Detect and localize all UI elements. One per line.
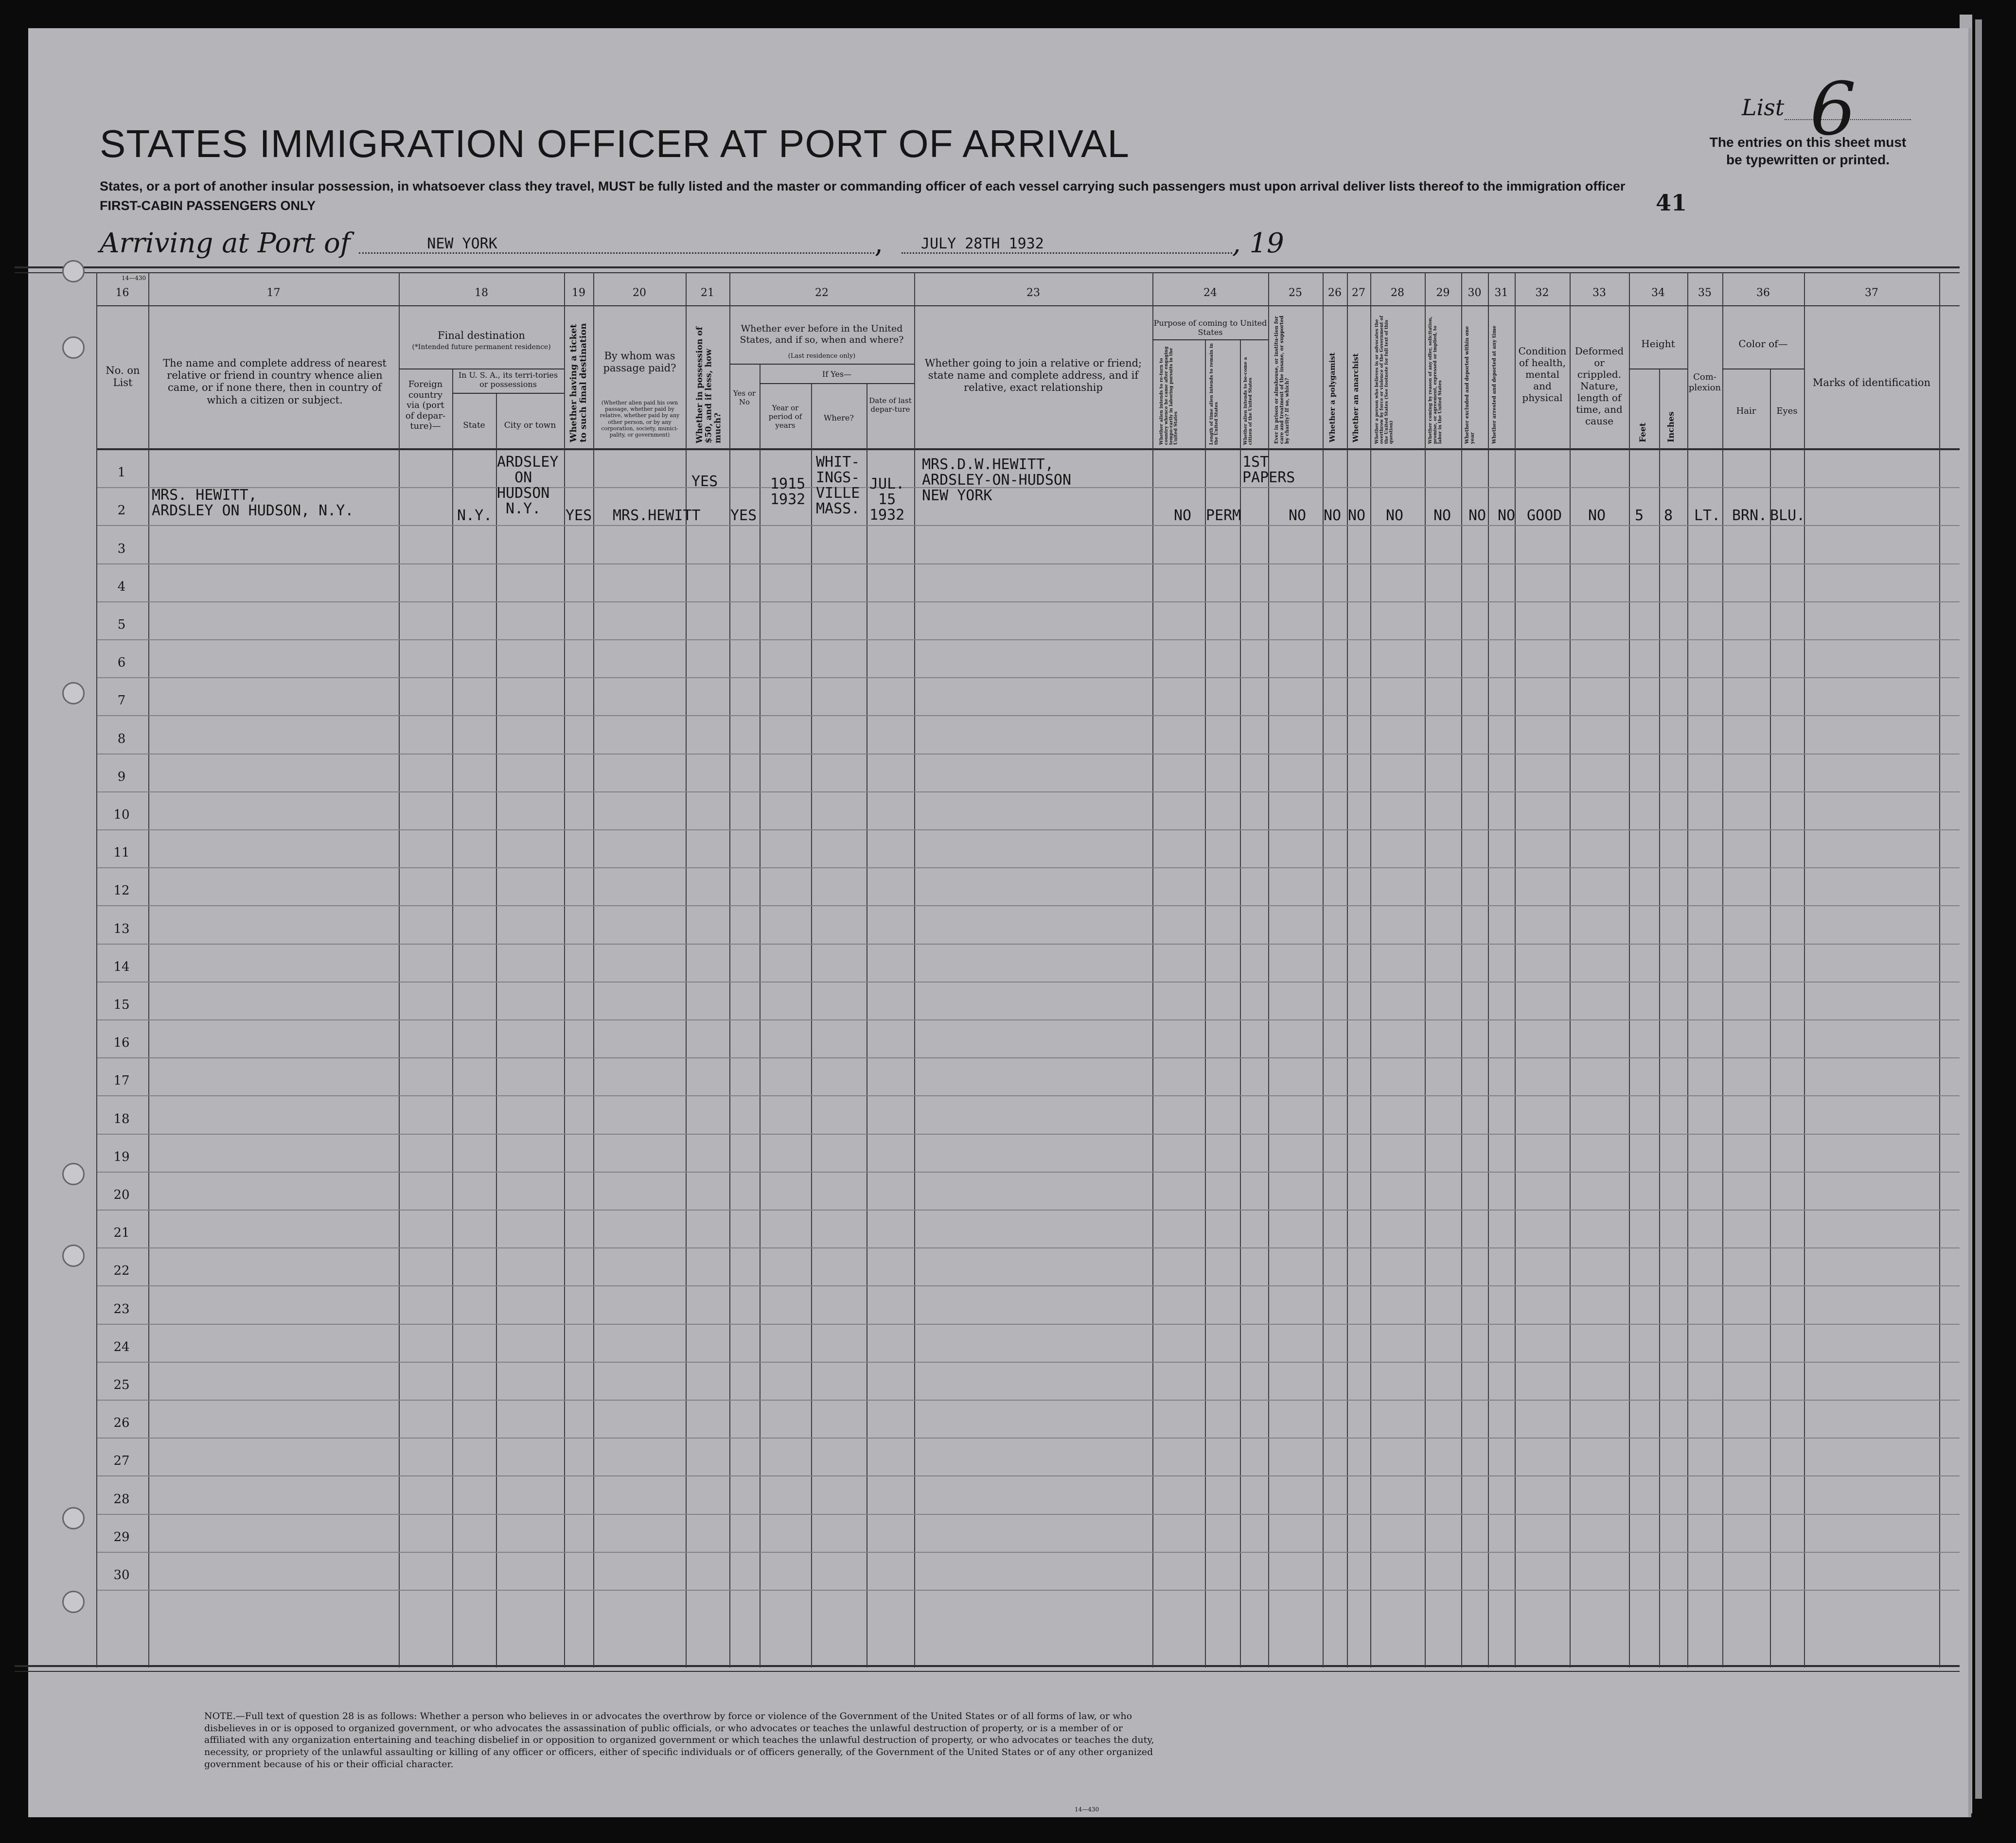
c22-sub-rule-2: [760, 383, 914, 384]
header-departure-date: Date of last depar-ture: [869, 396, 912, 414]
header-relative-address: The name and complete address of nearest relative or friend in country whence alien came, or if none there, then in country of which a citizen or subject.: [163, 357, 387, 406]
header-bottom-rule: [97, 448, 1960, 450]
col-number: 23: [1026, 287, 1040, 299]
row-number: 20: [113, 1188, 130, 1202]
col-line: [496, 394, 497, 1667]
header-final-destination: Final destination: [438, 330, 525, 341]
row-number: 17: [113, 1073, 130, 1088]
col-line: [148, 272, 149, 1667]
row-line: [97, 829, 1960, 830]
c22-sub-rule: [729, 364, 914, 365]
col-line: [1722, 272, 1723, 1667]
entry-q28: NO: [1386, 507, 1404, 524]
col-number: 35: [1698, 287, 1712, 299]
entries-note: [1691, 134, 1925, 169]
row-number: 30: [113, 1568, 130, 1582]
entry-money: YES: [691, 473, 718, 490]
entry-prison: NO: [1289, 507, 1307, 524]
entry-ticket: YES: [566, 507, 592, 524]
row-number: 15: [113, 998, 130, 1012]
binder-hole: [62, 1507, 85, 1529]
entry-before-yesno: YES: [730, 507, 757, 524]
header-q30: Whether excluded and deported within one year: [1465, 326, 1475, 444]
sheet-edge-back: [1975, 19, 1982, 1799]
col-line: [1687, 272, 1688, 1667]
page-subtitle-2: FIRST-CABIN PASSENGERS ONLY: [100, 198, 316, 213]
row-line: [97, 677, 1960, 678]
list-label: List: [1742, 94, 1785, 121]
row-number: 23: [113, 1302, 130, 1316]
table-top-rule: [15, 266, 1960, 268]
form-code: 14—430: [122, 275, 146, 281]
row-number: 16: [113, 1036, 130, 1050]
col-number: 34: [1651, 287, 1665, 299]
header-year-period: Year or period of years: [768, 404, 802, 430]
header-if-yes: If Yes—: [822, 369, 852, 379]
col-line: [686, 272, 687, 1667]
binder-hole: [62, 1163, 85, 1185]
row-number: 22: [113, 1264, 130, 1278]
header-city: City or town: [504, 421, 556, 430]
table-bottom-rule: [15, 1665, 1960, 1667]
entry-q29: NO: [1433, 507, 1451, 524]
col-line: [729, 272, 730, 1667]
header-hair: Hair: [1736, 406, 1756, 416]
col-line: [811, 384, 812, 1667]
row-number: 7: [117, 693, 126, 708]
row-line: [97, 1019, 1960, 1020]
footnote-q28: NOTE.—Full text of question 28 is as follows: Whether a person who believes in or advocates the overthrow by force or violence of the Government of the United States or of all forms of law, or who disbelieves in or is opposed to organized government, or who advocates the assassination of public officials, or who advocates or teaches the unlawful destruction of property, or is a member of or affiliated with any organization entertaining and teaching disbelief in or opposition to organized government or which teaches the unlawful destruction of property, or who advocates or teaches the duty, necessity, or propriety of the unlawful assaulting or killing of any officer or officers, either of specific individuals or of officers generally, of the Government of the United States or of any other organized government because of his or their official character.: [204, 1711, 1154, 1770]
c18-sub-rule-2: [452, 393, 564, 394]
row-number: 13: [113, 922, 130, 936]
col-number: 31: [1494, 287, 1508, 299]
col-line: [1515, 272, 1516, 1667]
header-return-intent: Whether alien intends to re-turn to country whence he came after engaging tempo-rarily in laboring pursuits in the United States: [1159, 346, 1179, 445]
row-line: [97, 1438, 1960, 1439]
row-line: [97, 1095, 1960, 1096]
row-line: [97, 1475, 1960, 1476]
col-line: [1804, 272, 1805, 1667]
entries-note-line-1: The entries on this sheet must: [1709, 135, 1907, 150]
header-no-on-list: No. on List: [106, 365, 140, 389]
col-line: [1570, 272, 1571, 1667]
col-number: 29: [1436, 287, 1450, 299]
col-number: 18: [475, 287, 488, 299]
col-line: [914, 272, 915, 1667]
arriving-line: Arriving at Port of NEW YORK , JULY 28TH 1932 , 19: [100, 228, 1284, 259]
row-number: 9: [117, 770, 126, 784]
entry-relative-address: ARDSLEY ON HUDSON, N.Y.: [152, 502, 354, 519]
row-number: 29: [113, 1530, 130, 1545]
entry-inches: 8: [1664, 507, 1673, 524]
entry-hair: BRN.: [1732, 507, 1768, 524]
header-feet: Feet: [1638, 422, 1648, 442]
entry-departure: JUL. 15 1932: [869, 475, 905, 524]
footer-form-code: 14—430: [1075, 1806, 1099, 1813]
row-line: [97, 1552, 1960, 1553]
entry-eyes: BLU.: [1770, 507, 1805, 524]
header-color: Color of—: [1738, 338, 1788, 350]
row-line: [97, 1590, 1960, 1591]
year-label: , 19: [1232, 228, 1284, 259]
row-number: 11: [113, 845, 130, 860]
col-number: 16: [115, 287, 129, 299]
page-code: 41: [1656, 190, 1687, 216]
row-number: 3: [117, 542, 126, 556]
row-line: [97, 601, 1960, 602]
col-number: 28: [1391, 287, 1404, 299]
entry-health: GOOD: [1527, 507, 1562, 524]
row-number: 5: [117, 617, 126, 632]
col-number: 30: [1468, 287, 1482, 299]
col-line: [1461, 272, 1462, 1667]
entry-complexion: LT.: [1694, 507, 1721, 524]
col-line: [399, 272, 400, 1667]
col-number: 27: [1352, 287, 1365, 299]
entry-length-stay: PERM: [1206, 507, 1241, 524]
binder-hole: [62, 1245, 85, 1267]
row-number: 6: [117, 655, 126, 670]
row-line: [97, 1247, 1960, 1248]
list-number: 6: [1810, 67, 1857, 152]
row-number: 21: [113, 1226, 130, 1240]
entry-deformed: NO: [1588, 507, 1606, 524]
row-line: [97, 982, 1960, 983]
binder-hole: [62, 260, 85, 282]
entry-passage-paid: MRS.HEWITT: [613, 507, 701, 524]
header-ticket: Whether having a ticket to such final destination: [568, 323, 588, 442]
row-number: 12: [113, 883, 130, 898]
column-number-rule: [97, 305, 1960, 306]
header-money: Whether in possession of $50, and if less, how much?: [695, 327, 723, 443]
col-line: [1370, 272, 1371, 1667]
entry-return-intent: NO: [1174, 507, 1192, 524]
col-line: [1629, 272, 1630, 1667]
header-q29: Whether coming by reason of any offer, solicitation, promise, or agreement, expressed or implied, to labor in the United States: [1428, 316, 1443, 444]
row-number: 28: [113, 1492, 130, 1507]
row-number: 8: [117, 732, 126, 746]
binder-hole: [62, 682, 85, 704]
header-passage-note: (Whether alien paid his own passage, whether paid by relative, whether paid by any other person, or by any corporation, society, munici-pality, or government): [600, 400, 680, 438]
header-state: State: [463, 421, 485, 430]
header-anarchist: Whether an anarchist: [1351, 353, 1360, 442]
header-purpose: Purpose of coming to United States: [1153, 318, 1267, 337]
row-line: [97, 639, 1960, 640]
row-line: [97, 867, 1960, 868]
entry-relative-name: MRS. HEWITT,: [152, 487, 257, 504]
header-citizen: Whether alien intends to be-come a citizen of the United States: [1243, 357, 1253, 445]
date-value: JULY 28TH 1932: [902, 235, 1232, 254]
col-line: [1152, 272, 1153, 1667]
header-deformed: Deformed or crippled. Nature, length of time, and cause: [1574, 345, 1624, 427]
col-number: 24: [1203, 287, 1217, 299]
row-line: [97, 944, 1960, 945]
header-passage-paid: By whom was passage paid?: [603, 350, 676, 374]
entry-polygamist: NO: [1324, 507, 1342, 524]
col-number: 22: [815, 287, 829, 299]
col-line: [1240, 340, 1241, 1667]
c24-sub-rule: [1152, 339, 1268, 340]
row-line: [97, 1400, 1960, 1401]
header-identification: Marks of identification: [1812, 377, 1931, 388]
row-line: [97, 754, 1960, 755]
header-eyes: Eyes: [1776, 406, 1798, 416]
row-number: 10: [113, 807, 130, 822]
entry-citizen: 1ST PAPERS: [1242, 454, 1295, 486]
col-line: [1488, 272, 1489, 1667]
col-line: [1323, 272, 1324, 1667]
col-number: 37: [1865, 287, 1878, 299]
row-number: 18: [113, 1112, 130, 1126]
row-number: 25: [113, 1378, 130, 1392]
col-number: 19: [572, 287, 585, 299]
table-bottom-rule-2: [15, 1671, 1960, 1672]
entry-state: N.Y.: [457, 507, 493, 524]
row-line: [97, 1134, 1960, 1135]
row-line: [97, 715, 1960, 716]
row-number: 2: [117, 503, 126, 518]
header-polygamist: Whether a polygamist: [1328, 352, 1337, 442]
header-before-in-us: Whether ever before in the United States, and if so, when and where?: [740, 323, 904, 345]
col-line: [1425, 272, 1426, 1667]
row-line: [97, 1362, 1960, 1363]
row-number: 24: [113, 1340, 130, 1354]
binder-hole: [62, 1591, 85, 1613]
entry-city: ARDSLEY ON HUDSON N.Y.: [497, 454, 559, 517]
entry-anarchist: NO: [1348, 507, 1366, 524]
col-number: 26: [1328, 287, 1342, 299]
row-line: [97, 1285, 1960, 1286]
header-length-stay: Length of time alien intends to remain in the United States: [1209, 343, 1219, 445]
row-number: 27: [113, 1454, 130, 1468]
col-line: [1205, 340, 1206, 1667]
entry-joining: MRS.D.W.HEWITT, ARDSLEY-ON-HUDSON NEW YORK: [922, 456, 1072, 504]
col-line: [564, 272, 565, 1667]
page-title: STATES IMMIGRATION OFFICER AT PORT OF ARRIVAL: [100, 122, 1130, 165]
row-number: 1: [117, 465, 126, 480]
port-value: NEW YORK: [359, 235, 874, 254]
header-height: Height: [1641, 338, 1675, 350]
row-number: 26: [113, 1416, 130, 1430]
header-final-destination-note: (*Intended future permanent residence): [412, 343, 551, 351]
header-q31: Whether arrested and deported at any time: [1492, 325, 1497, 444]
header-health: Condition of health, mental and physical: [1518, 345, 1567, 404]
row-line: [97, 1210, 1960, 1211]
table-top-rule-2: [15, 272, 1960, 273]
entry-feet: 5: [1635, 507, 1644, 524]
entry-years: 1915 1932: [770, 475, 806, 508]
header-joining-relative: Whether going to join a relative or friend; state name and complete address, and if relative, exact relationship: [924, 357, 1142, 394]
header-where: Where?: [824, 413, 854, 422]
entry-where: WHIT- INGS- VILLE MASS.: [816, 454, 860, 517]
row-line: [97, 1324, 1960, 1325]
header-prison: Ever in prison or almshouse, or institu-tion for care and treatment of the insane, or supported by charity? If so, which?: [1274, 316, 1290, 444]
header-yes-no: Yes or No: [733, 389, 756, 406]
header-foreign-country: Foreign country via (port of depar-ture)—: [405, 379, 446, 432]
row-line: [97, 1514, 1960, 1515]
arriving-label: Arriving at Port of: [100, 228, 351, 259]
row-line: [97, 1172, 1960, 1173]
col-number: 33: [1592, 287, 1606, 299]
row-number: 14: [113, 960, 130, 974]
row-line: [97, 791, 1960, 792]
row-line: [97, 905, 1960, 906]
row-line: [97, 525, 1960, 526]
header-q28: Whether a person who believes in or advocates the overthrow by force or violence of the Government of the United States (See footnote for full text of this question): [1375, 316, 1394, 444]
col-line: [1939, 272, 1940, 1667]
entry-q31: NO: [1498, 507, 1516, 524]
row-number: 4: [117, 579, 126, 594]
page-subtitle-1: States, or a port of another insular possession, in whatsoever class they travel, MUST be fully listed and the master or commanding officer of each vessel carrying such passengers must upon arrival deliver lists thereof to the immigration officer: [100, 179, 1626, 193]
header-inches: Inches: [1666, 411, 1676, 442]
entries-note-line-2: be typewritten or printed.: [1726, 152, 1890, 168]
header-usa: In U. S. A., its terri-tories or possessions: [458, 370, 558, 389]
col-number: 17: [266, 287, 281, 299]
row-line: [97, 1057, 1960, 1058]
col-number: 36: [1756, 287, 1770, 299]
col-line: [1347, 272, 1348, 1667]
row-number: 19: [113, 1150, 130, 1164]
col-number: 25: [1289, 287, 1302, 299]
col-line: [593, 272, 594, 1667]
col-number: 32: [1535, 287, 1549, 299]
row-line: [97, 563, 1960, 564]
col-number: 21: [701, 287, 714, 299]
entry-q30: NO: [1468, 507, 1486, 524]
binder-hole: [62, 336, 85, 359]
header-last-residence: (Last residence only): [788, 352, 856, 360]
col-number: 20: [633, 287, 646, 299]
header-complexion: Com-plexion: [1688, 372, 1721, 393]
